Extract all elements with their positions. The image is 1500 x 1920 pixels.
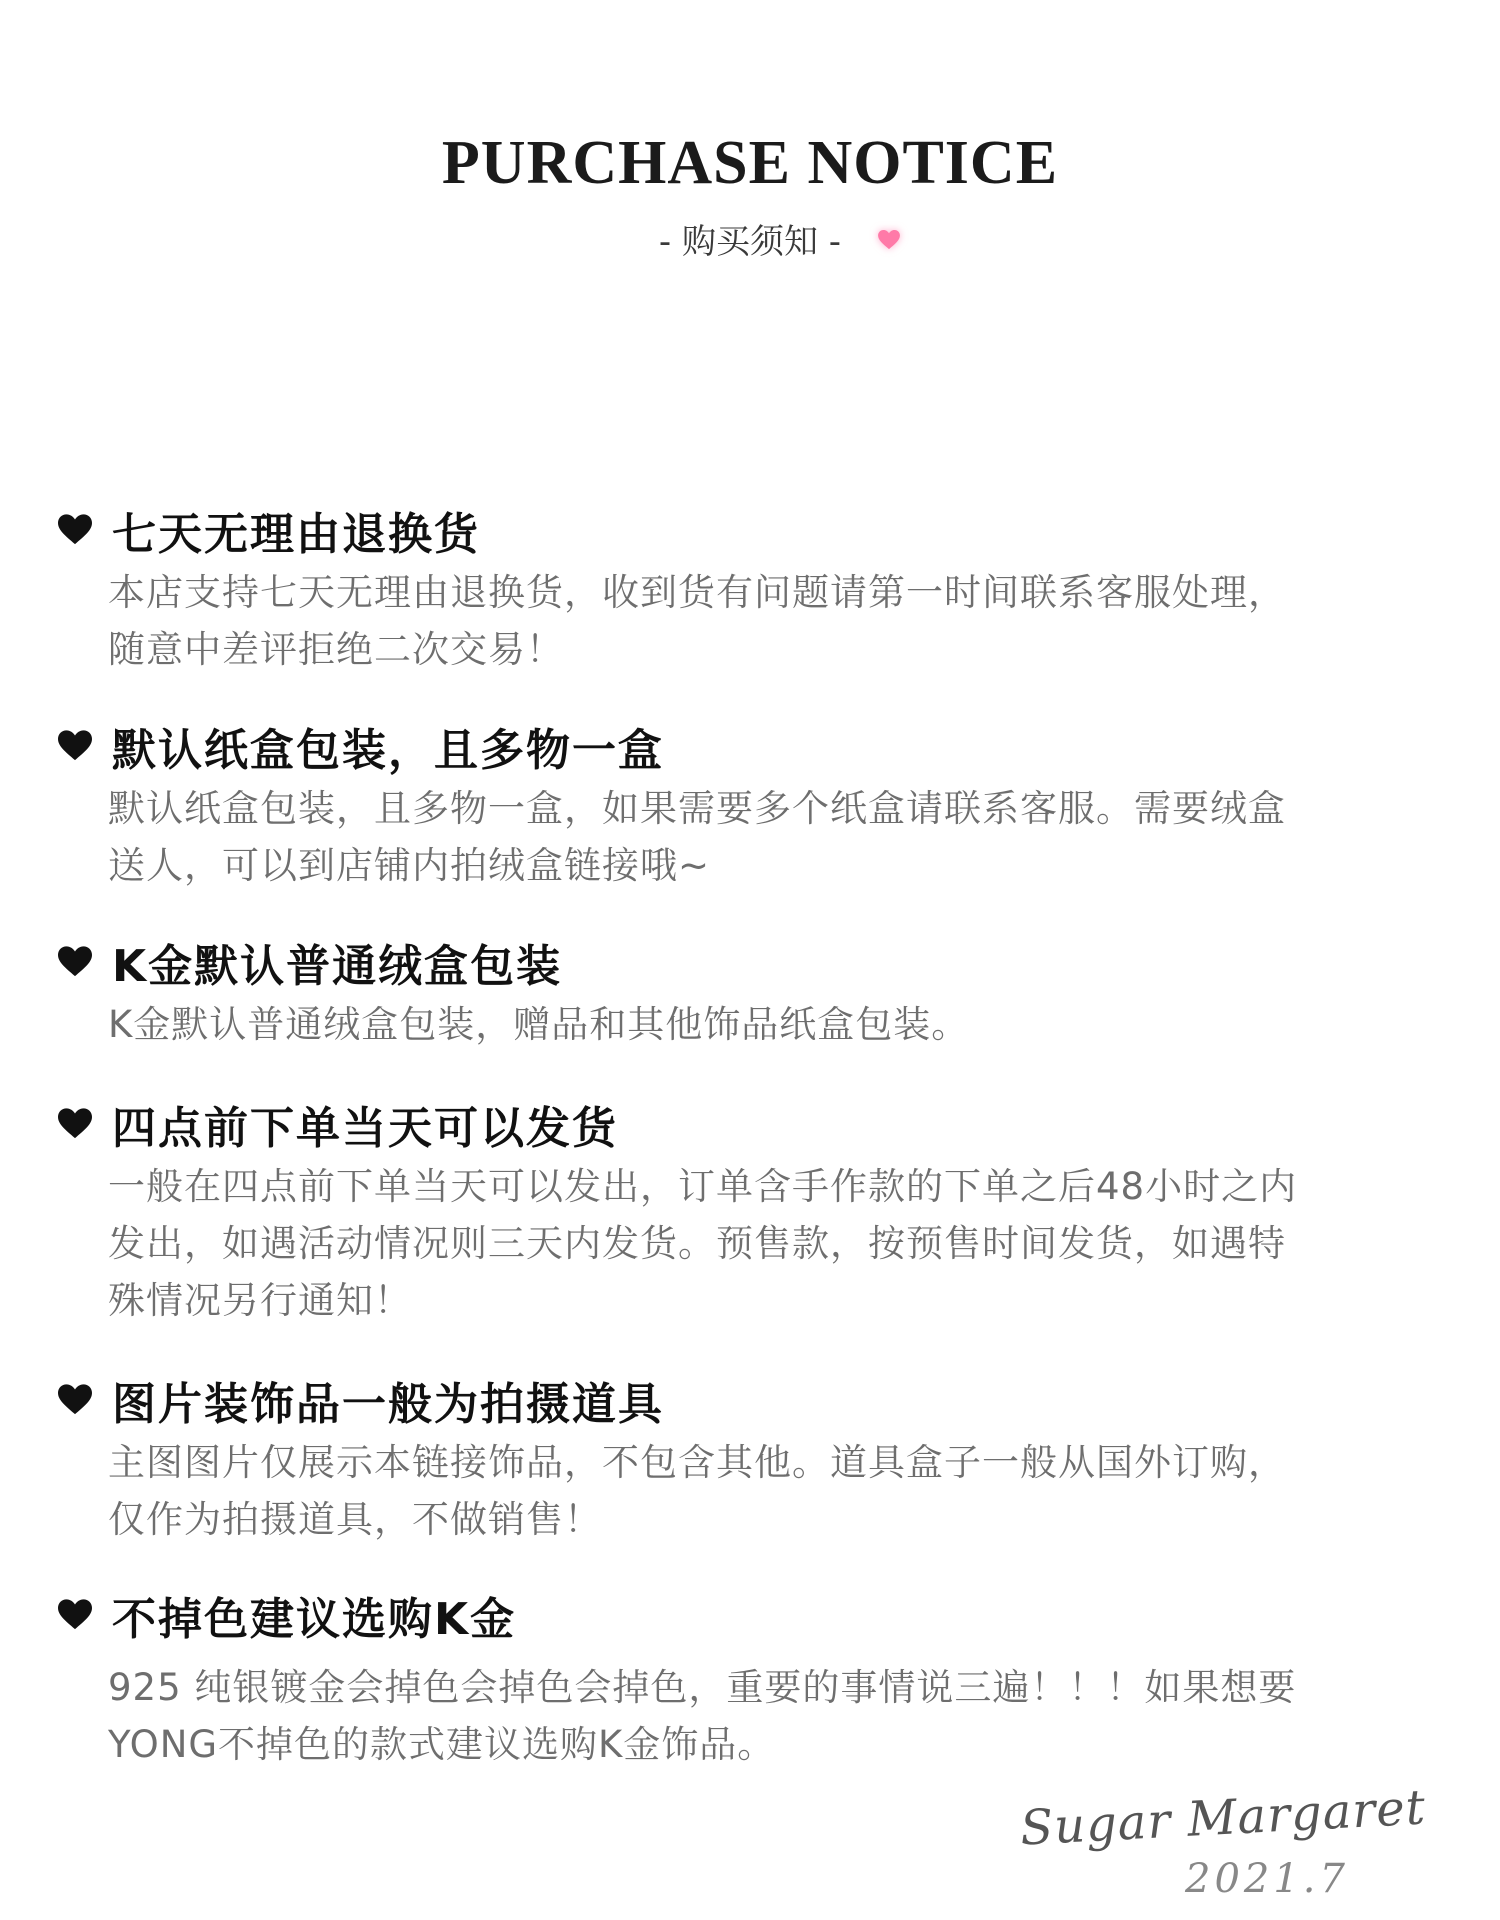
page-subtitle: - 购买须知 -: [658, 222, 842, 262]
notice-section: [58, 1370, 1458, 1548]
notice-section: [58, 932, 1458, 1053]
body-line: 发出，如遇活动情况则三天内发货。预售款，按预售时间发货，如遇特: [108, 1222, 1286, 1265]
body-line: 主图图片仅展示本链接饰品，不包含其他。道具盒子一般从国外订购，: [108, 1441, 1286, 1484]
heart-icon: [58, 1599, 92, 1631]
body-line: YONG不掉色的款式建议选购K金饰品。: [108, 1723, 776, 1766]
notice-section: [58, 1094, 1458, 1329]
body-line: 仅作为拍摄道具，不做销售！: [108, 1498, 602, 1541]
section-body: [108, 780, 1448, 894]
section-body: [108, 996, 1448, 1053]
body-line: K金默认普通绒盒包装，赠品和其他饰品纸盒包装。: [108, 1003, 970, 1046]
signature: [1018, 1779, 1428, 1910]
section-body: [108, 1659, 1448, 1773]
body-line: 默认纸盒包装，且多物一盒，如果需要多个纸盒请联系客服。需要绒盒: [108, 787, 1286, 830]
heart-icon: [58, 514, 92, 546]
body-line: 送人，可以到店铺内拍绒盒链接哦~: [108, 844, 711, 887]
section-heading: [58, 716, 1458, 776]
section-title: K金默认普通绒盒包装: [112, 941, 563, 992]
section-body: [108, 1434, 1448, 1548]
section-title: 七天无理由退换货: [112, 509, 480, 560]
signature-name: Sugar Margaret: [1018, 1779, 1428, 1857]
heart-icon: [58, 730, 92, 762]
subtitle-row: [0, 212, 1500, 272]
header: [0, 120, 1500, 272]
body-line: 随意中差评拒绝二次交易！: [108, 628, 564, 671]
section-title: 不掉色建议选购K金: [112, 1594, 517, 1645]
section-heading: [58, 932, 1458, 992]
body-line: 一般在四点前下单当天可以发出，订单含手作款的下单之后48小时之内: [108, 1165, 1298, 1208]
section-title: 默认纸盒包装，且多物一盒: [112, 725, 664, 776]
notice-section: [58, 1585, 1458, 1773]
notice-section: [58, 500, 1458, 678]
body-line: 殊情况另行通知！: [108, 1279, 412, 1322]
notice-section: [58, 716, 1458, 894]
section-heading: [58, 1370, 1458, 1430]
section-title: 四点前下单当天可以发货: [112, 1103, 618, 1154]
heart-icon: [58, 946, 92, 978]
page-title: PURCHASE NOTICE: [441, 129, 1059, 197]
section-title: 图片装饰品一般为拍摄道具: [112, 1379, 664, 1430]
body-line: 本店支持七天无理由退换货，收到货有问题请第一时间联系客服处理，: [108, 571, 1286, 614]
section-heading: [58, 500, 1458, 560]
section-heading: [58, 1585, 1458, 1645]
section-heading: [58, 1094, 1458, 1154]
heart-icon: [58, 1384, 92, 1416]
body-line: 925 纯银镀金会掉色会掉色会掉色，重要的事情说三遍！！！如果想要: [108, 1666, 1297, 1709]
pink-heart-icon: [878, 230, 900, 250]
section-body: [108, 1158, 1448, 1329]
section-body: [108, 564, 1448, 678]
signature-date: 2021.7: [1185, 1856, 1349, 1902]
heart-icon: [58, 1108, 92, 1140]
